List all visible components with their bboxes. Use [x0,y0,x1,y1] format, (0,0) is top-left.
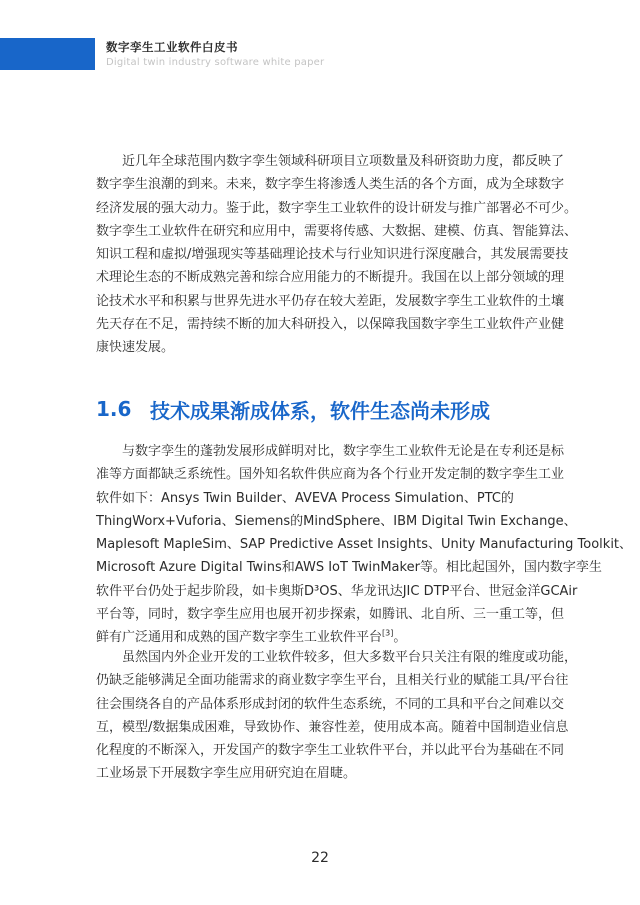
text-line: 先天存在不足，需持续不断的加大科研投入，以保障我国数字孪生工业软件产业健 [96,317,565,333]
citation-ref[interactable]: [3] [382,629,394,639]
text-line: 康快速发展。 [96,340,175,356]
header-accent-bar [0,38,95,70]
text-line: 虽然国内外企业开发的工业软件较多，但大多数平台只关注有限的维度或功能， [96,650,578,665]
text-line: 近几年全球范围内数字孪生领域科研项目立项数量及科研资助力度，都反映了 [96,154,565,169]
text-line: 化程度的不断深入，开发国产的数字孪生工业软件平台，并以此平台为基础在不同 [96,743,565,759]
text-segment: 。 [393,630,407,646]
text-line: 互，模型/数据集成困难，导致协作、兼容性差，使用成本高。随着中国制造业信息 [96,719,569,735]
text-line: 与数字孪生的蓬勃发展形成鲜明对比，数字孪生工业软件无论是在专利还是标 [96,444,565,459]
page-number: 22 [311,850,329,866]
text-line: 准等方面都缺乏系统性。国外知名软件供应商为各个行业开发定制的数字孪生工业 [96,467,565,483]
text-line: Microsoft Azure Digital Twins和AWS IoT TwinMaker等。相比起国外，国内数字孪生 [96,560,602,576]
text-line: 术理论生态的不断成熟完善和综合应用能力的不断提升。我国在以上部分领域的理 [96,270,565,286]
text-line: 经济发展的强大动力。鉴于此，数字孪生工业软件的设计研发与推广部署必不可少。 [96,200,578,216]
section-title: 技术成果渐成体系，软件生态尚未形成 [150,399,490,423]
text-line: 数字孪生浪潮的到来。未来，数字孪生将渗透人类生活的各个方面，成为全球数字 [96,177,565,193]
header-subtitle: Digital twin industry software white paper [106,57,325,68]
section-number: 1.6 [96,397,132,421]
text-segment: 鲜有广泛通用和成熟的国产数字孪生工业软件平台 [96,630,383,646]
text-line: 仍缺乏能够满足全面功能需求的商业数字孪生平台，且相关行业的赋能工具/平台往 [96,673,569,689]
paragraph-comparison [96,440,633,650]
header-title: 数字孪生工业软件白皮书 [106,40,238,54]
text-line: Maplesoft MapleSim、SAP Predictive Asset Insights、Unity Manufacturing Toolkit、 [96,537,633,553]
text-line: 平台等，同时，数字孪生应用也展开初步探索，如腾讯、北自所、三一重工等，但 [96,607,565,623]
text-line: 软件如下：Ansys Twin Builder、AVEVA Process Simulation、PTC的 [96,490,514,506]
text-line: ThingWorx+Vuforia、Siemens的MindSphere、IBM Digital Twin Exchange、 [96,513,577,529]
text-line: 论技术水平和积累与世界先进水平仍存在较大差距，发展数字孪生工业软件的土壤 [96,293,565,309]
paragraph-intro [96,150,578,360]
text-line: 工业场景下开展数字孪生应用研究迫在眉睫。 [96,766,357,782]
paragraph-ecosystem [96,646,578,786]
text-line: 软件平台仍处于起步阶段，如卡奥斯D³OS、华龙讯达JIC DTP平台、世冠金洋GCAir [96,583,578,599]
text-line: 往会围绕各自的产品体系形成封闭的软件生态系统，不同的工具和平台之间难以交 [96,696,565,712]
text-line: 知识工程和虚拟/增强现实等基础理论技术与行业知识进行深度融合，其发展需要技 [96,247,569,263]
text-line: 数字孪生工业软件在研究和应用中，需要将传感、大数据、建模、仿真、智能算法、 [96,223,578,239]
